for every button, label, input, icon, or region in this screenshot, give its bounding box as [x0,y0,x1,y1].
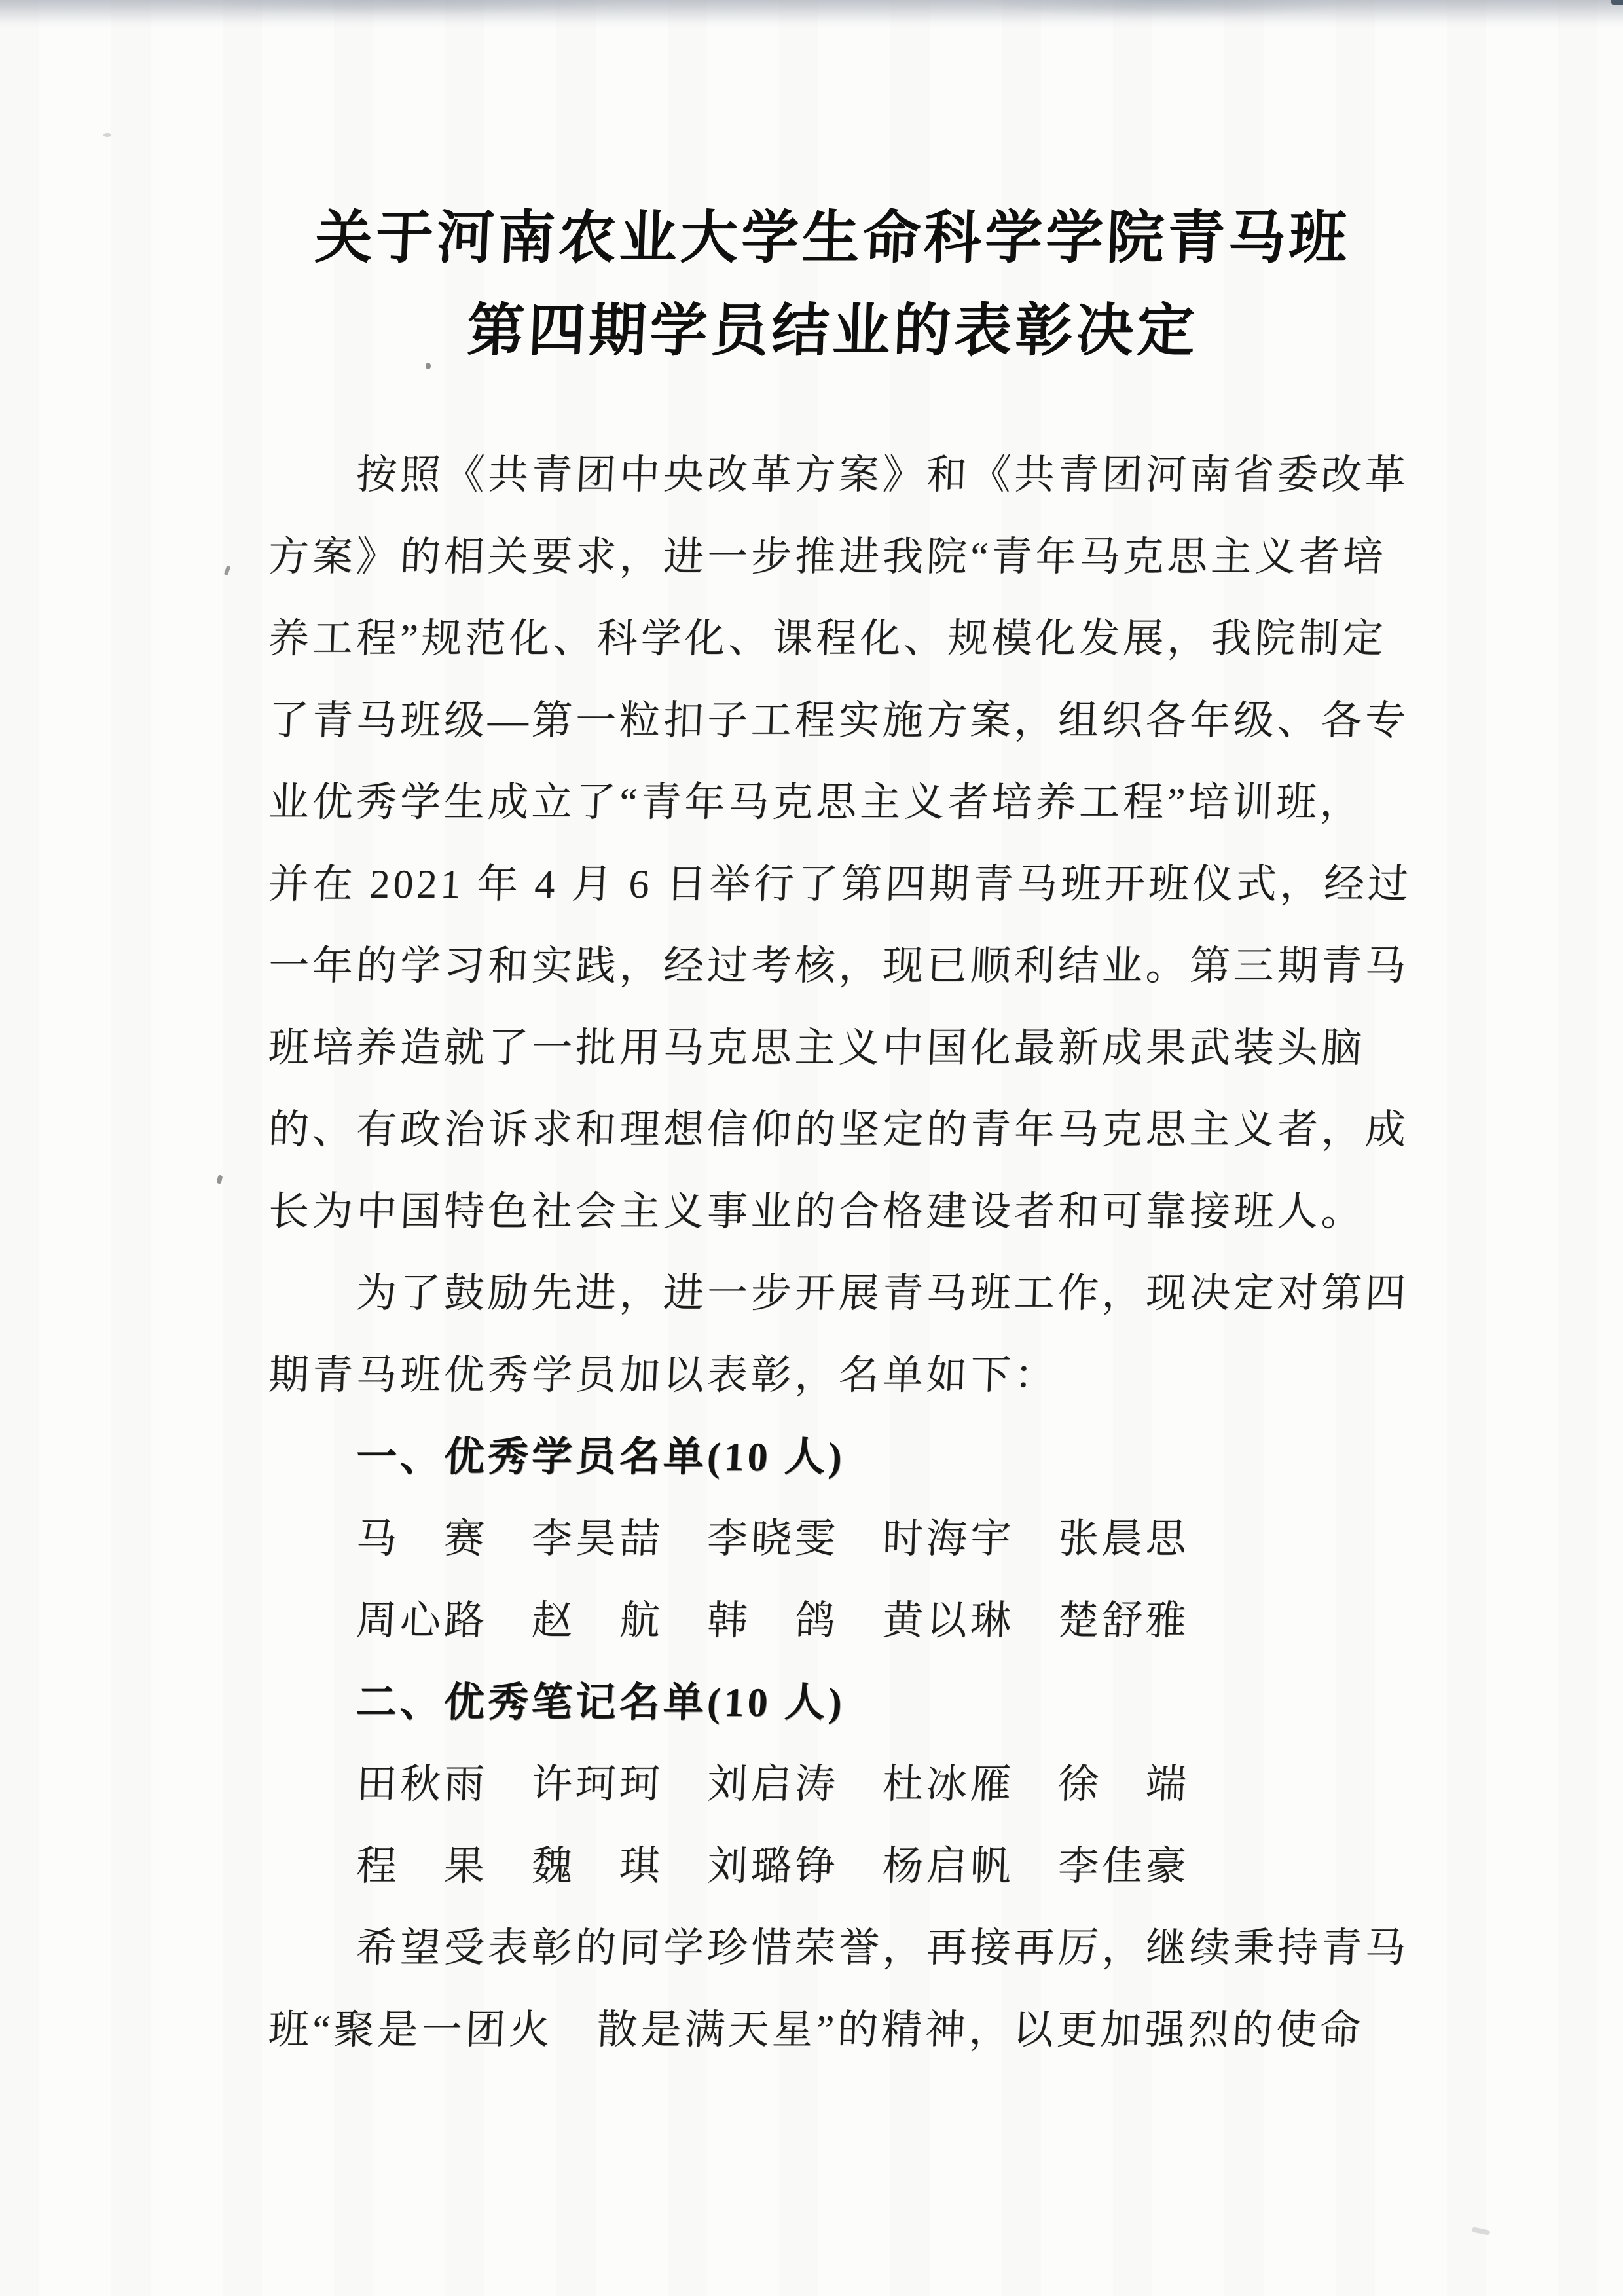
section-heading-outstanding-notes: 二、优秀笔记名单(10 人) [355,1681,847,1725]
paragraph-1-line: 按照《共青团中央改革方案》和《共青团河南省委改革 [355,453,1410,498]
closing-paragraph-line: 希望受表彰的同学珍惜荣誉，再接再厉，继续秉持青马 [355,1926,1410,1971]
paragraph-1-line: 养工程”规范化、科学化、课程化、规模化发展，我院制定 [267,617,1387,661]
closing-paragraph-line: 班“聚是一团火 散是满天星”的精神，以更加强烈的使命 [267,2008,1365,2052]
title-line-2: 第四期学员结业的表彰决定 [465,300,1199,363]
paragraph-1-line: 长为中国特色社会主义事业的合格建设者和可靠接班人。 [267,1190,1366,1234]
document-body [268,435,1421,2071]
paragraph-1-line: 方案》的相关要求，进一步推进我院“青年马克思主义者培 [267,535,1387,579]
paragraph-1-line: 一年的学习和实践，经过考核，现已顺利结业。第三期青马 [267,944,1410,989]
paragraph-1-line: 班培养造就了一批用马克思主义中国化最新成果武装头脑 [267,1026,1366,1070]
scan-speck [217,1175,223,1184]
paragraph-2-line: 为了鼓励先进，进一步开展青马班工作，现决定对第四 [355,1271,1410,1316]
section-heading-outstanding-students: 一、优秀学员名单(10 人) [355,1435,847,1480]
paragraph-1-line: 的、有政治诉求和理想信仰的坚定的青年马克思主义者，成 [267,1108,1410,1152]
notes-names-row-2: 程 果 魏 琪 刘璐铮 杨启帆 李佳豪 [355,1844,1191,1889]
scan-corner-mark [1611,0,1623,5]
paragraph-1-line: 业优秀学生成立了“青年马克思主义者培养工程”培训班， [267,780,1365,825]
paragraph-1-line: 并在 2021 年 4 月 6 日举行了第四期青马班开班仪式，经过 [267,862,1413,907]
notes-names-row-1: 田秋雨 许珂珂 刘启涛 杜冰雁 徐 端 [355,1762,1191,1807]
scan-edge-shadow [0,0,1623,22]
scan-speck [103,133,111,137]
scan-speck [224,565,231,575]
student-names-row-2: 周心路 赵 航 韩 鸽 黄以琳 楚舒雅 [355,1599,1191,1643]
paragraph-2-line: 期青马班优秀学员加以表彰，名单如下： [267,1353,1059,1398]
student-names-row-1: 马 赛 李昊喆 李晓雯 时海宇 张晨思 [355,1517,1191,1561]
scan-speck [1471,2227,1490,2236]
paragraph-1-line: 了青马班级—第一粒扣子工程实施方案，组织各年级、各专 [267,699,1410,743]
document-title [21,192,1623,378]
title-line-1: 关于河南农业大学生命科学学院青马班 [314,207,1351,270]
